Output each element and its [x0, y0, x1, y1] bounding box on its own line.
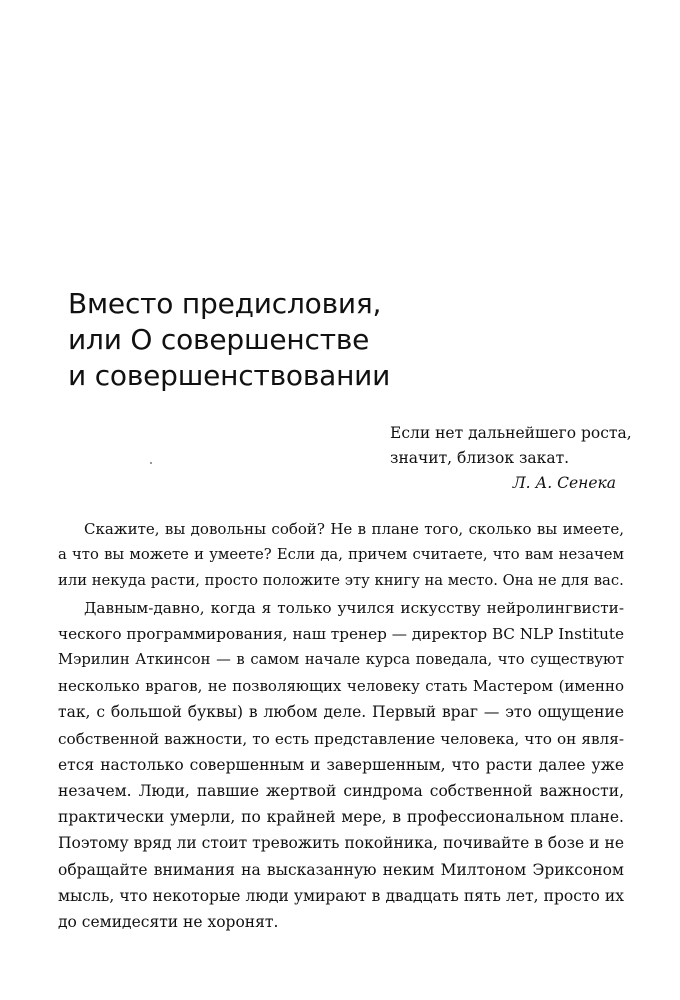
paragraph-line: несколько врагов, не позволяющих человеку стать Мастером (именно	[58, 677, 624, 696]
paragraph-line: так, с большой буквы) в любом деле. Первый враг — это ощущение	[58, 703, 624, 722]
epigraph	[390, 421, 630, 496]
chapter-title-line: Вместо предисловия,	[68, 287, 382, 320]
epigraph-author: Л. А. Сенека	[512, 474, 616, 492]
paragraph-line: незачем. Люди, павшие жертвой синдрома собственной важности,	[58, 782, 624, 801]
paragraph-line: мысль, что некоторые люди умирают в двадцать пять лет, просто их	[58, 886, 624, 905]
paragraph-line: Давным-давно, когда я только учился искусству нейролингвисти-	[84, 598, 624, 617]
paragraph-line: обращайте внимания на высказанную неким Милтоном Эриксоном	[58, 860, 624, 879]
paragraph-line: ческого программирования, наш тренер — директор ВС NLP Institute	[58, 624, 624, 643]
epigraph-line: значит, близок закат.	[390, 449, 570, 467]
paragraph-line: Поэтому вряд ли стоит тревожить покойника, почивайте в бозе и не	[58, 834, 624, 853]
epigraph-line: Если нет дальнейшего роста,	[390, 424, 632, 442]
chapter-title	[68, 286, 628, 394]
chapter-title-line: и совершенствовании	[68, 359, 391, 392]
paragraph-line: ется настолько совершенным и завершенным, что расти далее уже	[58, 755, 624, 774]
scan-speck	[150, 462, 152, 464]
paragraph-line: собственной важности, то есть представление человека, что он явля-	[58, 729, 624, 748]
paragraph-line: или некуда расти, просто положите эту книгу на место. Она не для вас.	[58, 572, 624, 590]
paragraph-line: практически умерли, по крайней мере, в профессиональном плане.	[58, 808, 624, 827]
paragraph-line: Мэрилин Аткинсон — в самом начале курса поведала, что существуют	[58, 651, 624, 669]
chapter-title-line: или О совершенстве	[68, 323, 370, 356]
paragraph-line: а что вы можете и умеете? Если да, причем считаете, что вам незачем	[58, 546, 624, 564]
chapter-body	[58, 516, 624, 935]
paragraph-line: до семидесяти не хоронят.	[58, 913, 279, 932]
paragraph-line: Скажите, вы довольны собой? Не в плане того, сколько вы имеете,	[84, 520, 624, 538]
